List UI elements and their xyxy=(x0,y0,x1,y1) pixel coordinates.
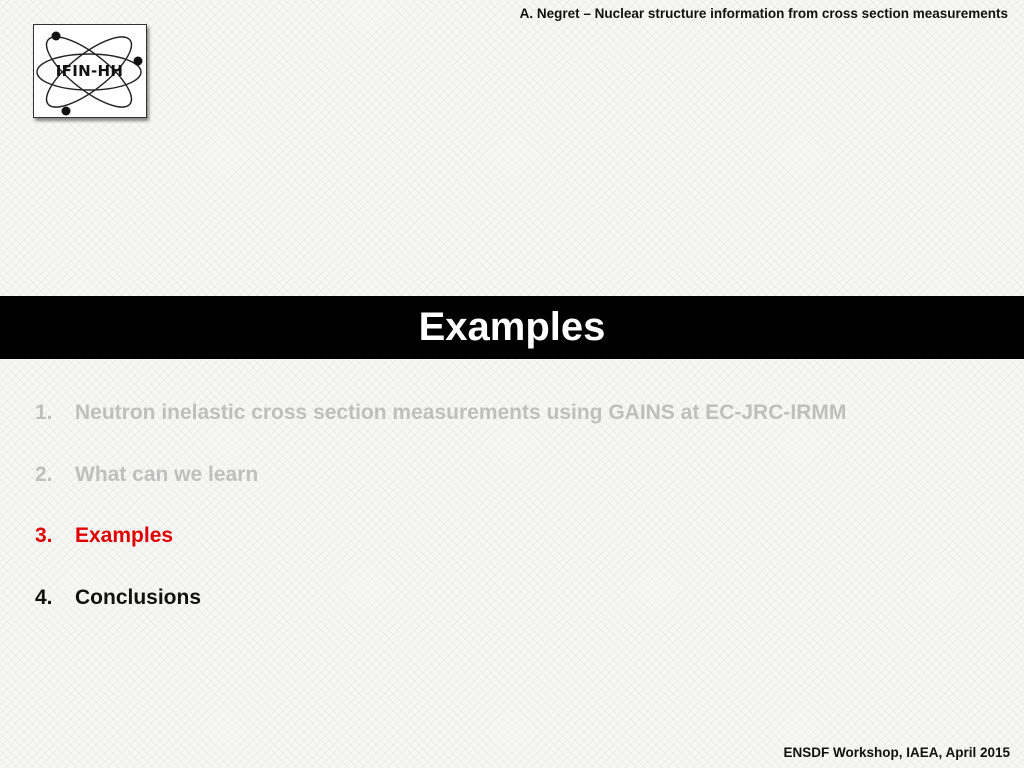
agenda-item-number: 2. xyxy=(35,462,53,486)
slide-title: Examples xyxy=(418,305,606,349)
agenda-item-what-can-we-learn xyxy=(35,460,846,490)
agenda-list xyxy=(35,398,846,644)
agenda-item-conclusions xyxy=(35,583,846,613)
agenda-item-label: Neutron inelastic cross section measurements using GAINS at EC-JRC-IRMM xyxy=(75,401,847,424)
agenda-item-number: 1. xyxy=(35,401,53,424)
agenda-item-label: Examples xyxy=(75,524,174,547)
logo-text: IFIN-HH xyxy=(55,62,124,80)
slide-header: A. Negret – Nuclear structure information from cross section measurements xyxy=(519,6,1008,21)
agenda-item-label: What can we learn xyxy=(75,462,259,486)
agenda-item-number: 4. xyxy=(35,585,53,609)
title-band xyxy=(0,296,1024,359)
ifin-hh-logo xyxy=(33,24,147,118)
agenda-item-examples xyxy=(35,521,846,551)
slide-footer: ENSDF Workshop, IAEA, April 2015 xyxy=(783,745,1010,760)
agenda-item-gains xyxy=(35,398,846,428)
agenda-item-number: 3. xyxy=(35,524,53,547)
agenda-item-label: Conclusions xyxy=(75,585,202,609)
